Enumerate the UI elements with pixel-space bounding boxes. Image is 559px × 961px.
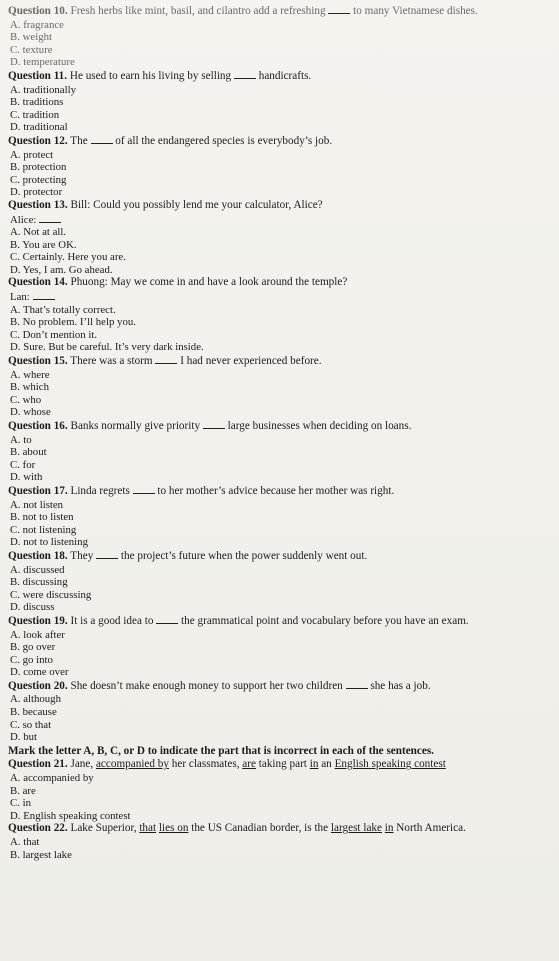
question-21 — [8, 758, 551, 822]
marked-part-a: accompanied by — [95, 758, 169, 771]
option-a[interactable]: A. discussed — [10, 563, 65, 576]
option-d[interactable]: D. Sure. But be careful. It’s very dark inside. — [10, 341, 204, 354]
question-number: Question 17. — [8, 484, 68, 497]
answer-blank[interactable] — [39, 213, 61, 223]
option-c[interactable]: C. in — [10, 797, 31, 810]
option-c[interactable]: C. not listening — [10, 523, 77, 536]
answer-blank[interactable] — [133, 484, 155, 494]
answer-blank[interactable] — [155, 354, 177, 364]
option-a[interactable]: A. That’s totally correct. — [10, 303, 116, 316]
question-number: Question 16. — [8, 420, 68, 432]
reply-line: Alice: — [10, 213, 551, 227]
option-a[interactable]: A. not listen — [10, 498, 64, 511]
option-c[interactable]: C. Certainly. Here you are. — [10, 251, 126, 264]
question-number: Question 14. — [8, 276, 68, 289]
question-stem: Question 20. She doesn’t make enough money to support her two children she has a job. — [8, 679, 431, 692]
option-b[interactable]: B. weight — [10, 31, 52, 44]
option-d[interactable]: D. not to listening — [10, 536, 88, 549]
answer-blank[interactable] — [156, 614, 178, 624]
option-d[interactable]: D. discuss — [10, 601, 55, 614]
question-number: Question 15. — [8, 355, 68, 368]
question-number: Question 18. — [8, 549, 68, 562]
option-b[interactable]: B. largest lake — [10, 848, 72, 861]
question-18 — [8, 549, 551, 614]
marked-part-d: English speaking contest — [334, 758, 446, 771]
question-stem: Question 11. He used to earn his living by selling handicrafts. — [8, 69, 312, 82]
question-stem: Question 19. It is a good idea to the grammatical point and vocabulary before you have an exam. — [8, 614, 469, 627]
question-20 — [8, 679, 551, 744]
question-11 — [8, 69, 551, 134]
question-stem: Question 13. Bill: Could you possibly lend me your calculator, Alice? — [8, 198, 323, 211]
option-b[interactable]: B. because — [10, 706, 57, 719]
answer-blank[interactable] — [33, 290, 55, 300]
option-c[interactable]: C. who — [10, 393, 42, 406]
question-stem: Question 14. Phuong: May we come in and have a look around the temple? — [8, 276, 348, 289]
question-19 — [8, 614, 551, 679]
question-10 — [8, 4, 551, 69]
option-b[interactable]: B. which — [10, 381, 49, 394]
option-a[interactable]: A. look after — [10, 628, 65, 641]
option-d[interactable]: D. temperature — [10, 56, 75, 69]
question-stem: Question 12. The of all the endangered species is everybody’s job. — [8, 134, 333, 147]
option-b[interactable]: B. traditions — [10, 96, 64, 109]
option-a[interactable]: A. accompanied by — [10, 772, 94, 785]
option-d[interactable]: D. Yes, I am. Go ahead. — [10, 263, 113, 276]
option-c[interactable]: C. texture — [10, 43, 53, 56]
option-a[interactable]: A. where — [10, 368, 50, 381]
question-17 — [8, 484, 551, 549]
marked-part-c: in — [309, 758, 319, 771]
answer-blank[interactable] — [346, 679, 368, 689]
option-d[interactable]: D. whose — [10, 406, 51, 419]
option-a[interactable]: A. to — [10, 433, 32, 446]
option-c[interactable]: C. were discussing — [10, 588, 92, 601]
option-c[interactable]: C. for — [10, 458, 36, 471]
question-number: Question 19. — [8, 614, 68, 627]
option-d[interactable]: D. traditional — [10, 121, 68, 134]
question-number: Question 20. — [8, 679, 68, 692]
option-b[interactable]: B. are — [10, 784, 36, 797]
option-a[interactable]: A. Not at all. — [10, 226, 67, 239]
marked-part-c: largest lake — [330, 822, 382, 835]
question-number: Question 11. — [8, 69, 68, 82]
question-13 — [8, 199, 551, 277]
question-number: Question 22. — [8, 822, 68, 835]
question-16 — [8, 419, 551, 484]
answer-blank[interactable] — [203, 419, 225, 429]
question-number: Question 10. — [8, 5, 68, 17]
question-stem: Question 10. Fresh herbs like mint, basil, and cilantro add a refreshing to many Vietnamese dishes. — [8, 5, 478, 17]
question-15 — [8, 354, 551, 419]
question-stem: Question 15. There was a storm I had never experienced before. — [8, 355, 322, 368]
question-list — [8, 4, 551, 744]
option-d[interactable]: D. with — [10, 471, 43, 484]
question-14 — [8, 276, 551, 354]
option-c[interactable]: C. go into — [10, 653, 53, 666]
question-22 — [8, 822, 551, 861]
marked-part-b: lies on — [158, 822, 189, 835]
question-stem: Question 16. Banks normally give priority large businesses when deciding on loans. — [8, 420, 412, 432]
option-c[interactable]: C. protecting — [10, 173, 67, 186]
answer-blank[interactable] — [96, 549, 118, 559]
question-number: Question 21. — [8, 758, 68, 771]
option-d[interactable]: D. English speaking contest — [10, 809, 131, 822]
option-b[interactable]: B. go over — [10, 641, 56, 654]
option-b[interactable]: B. No problem. I’ll help you. — [10, 316, 136, 329]
answer-blank[interactable] — [234, 69, 256, 79]
answer-blank[interactable] — [328, 4, 350, 14]
question-number: Question 13. — [8, 198, 68, 211]
option-b[interactable]: B. discussing — [10, 576, 68, 589]
option-b[interactable]: B. You are OK. — [10, 238, 77, 251]
reply-line: Lan: — [10, 290, 551, 304]
option-b[interactable]: B. about — [10, 446, 47, 459]
answer-blank[interactable] — [91, 134, 113, 144]
option-d[interactable]: D. but — [10, 731, 37, 744]
option-d[interactable]: D. come over — [10, 666, 69, 679]
section-instruction: Mark the letter A, B, C, or D to indicate the part that is incorrect in each of the sentences. — [8, 744, 434, 757]
question-stem: Question 17. Linda regrets to her mother’s advice because her mother was right. — [8, 484, 395, 497]
option-b[interactable]: B. protection — [10, 161, 67, 174]
option-c[interactable]: C. tradition — [10, 108, 60, 121]
question-12 — [8, 134, 551, 199]
question-number: Question 12. — [8, 134, 68, 147]
option-c[interactable]: C. Don’t mention it. — [10, 328, 98, 341]
option-a[interactable]: A. fragrance — [10, 18, 64, 31]
option-a[interactable]: A. traditionally — [10, 83, 76, 96]
option-a[interactable]: A. that — [10, 836, 40, 848]
marked-part-b: are — [242, 758, 256, 771]
question-21-stem: Question 21. Jane, accompanied by her classmates, are taking part in an English speaking contest — [8, 758, 446, 771]
question-stem: Question 18. They the project’s future when the power suddenly went out. — [8, 549, 368, 562]
option-d[interactable]: D. protector — [10, 186, 63, 199]
option-b[interactable]: B. not to listen — [10, 511, 74, 524]
marked-part-a: that — [139, 822, 157, 835]
marked-part-d: in — [384, 822, 394, 835]
question-22-stem: Question 22. Lake Superior, that lies on the US Canadian border, is the largest lake in North America. — [8, 822, 466, 835]
option-a[interactable]: A. protect — [10, 148, 54, 161]
option-a[interactable]: A. although — [10, 693, 61, 706]
option-c[interactable]: C. so that — [10, 718, 52, 731]
